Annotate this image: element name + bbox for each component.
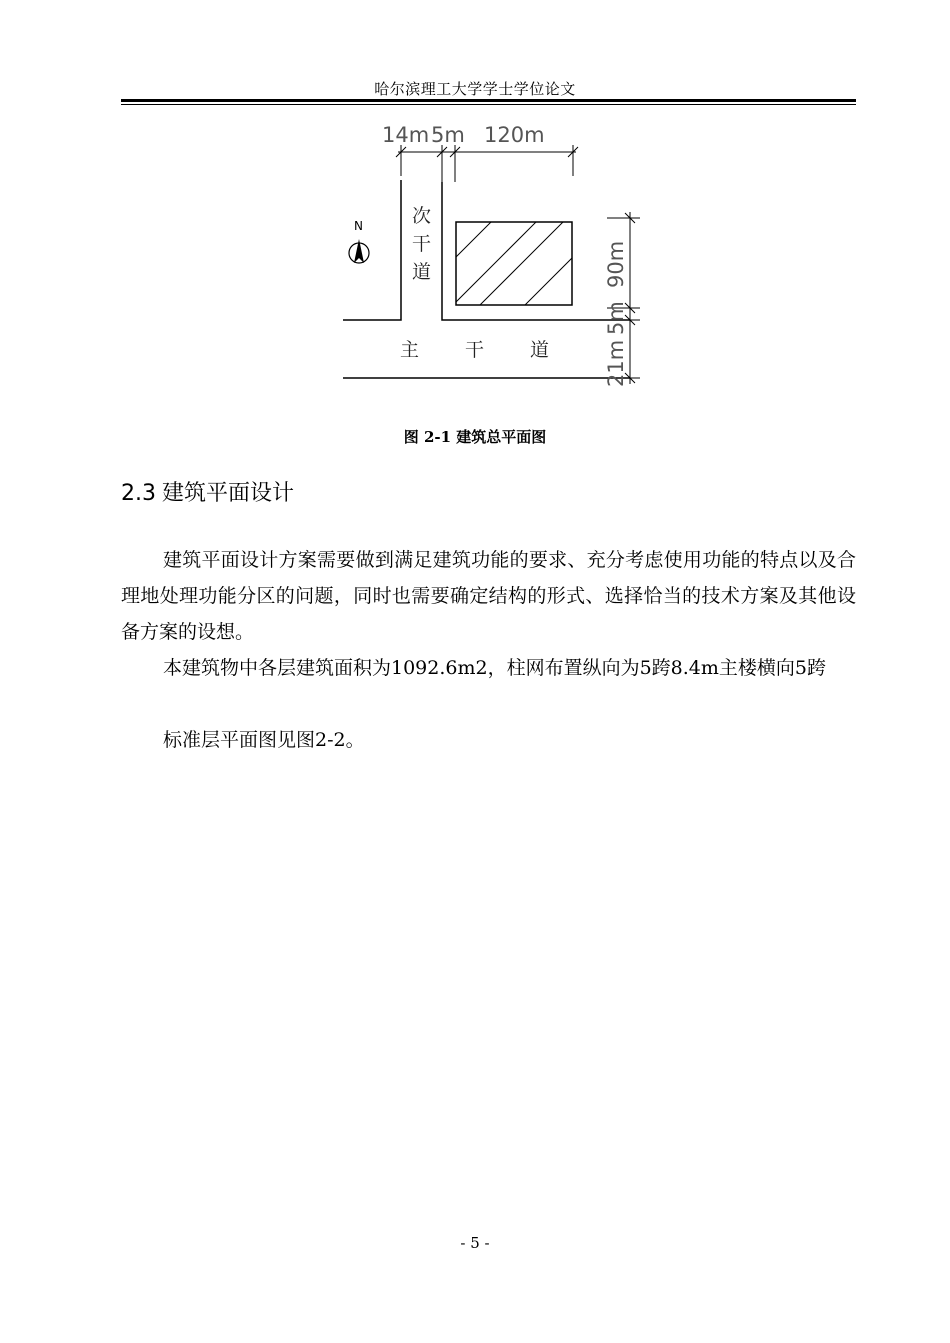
dim-21m: 21m [604,339,628,387]
dim-14m: 14m [382,123,430,147]
page-number: - 5 - [460,1234,490,1252]
section-number: 2.3 [121,481,156,506]
north-label: N [354,219,363,233]
secondary-road-char-1: 次 [412,205,432,227]
running-header: 哈尔滨理工大学学士学位论文 [374,80,576,98]
building-footprint [456,222,572,305]
dim-120m: 120m [484,123,545,147]
site-plan-figure [330,112,660,402]
main-road-char-3: 道 [530,339,550,361]
road-edges [343,180,630,378]
top-dimension-line [396,145,578,182]
dim-5m-top: 5m [431,123,465,147]
dim-5m-right: 5m [604,301,628,335]
secondary-road-char-2: 干 [412,233,432,255]
main-road-char-2: 干 [465,339,485,361]
building-hatch [456,213,572,305]
figure-caption: 图 2-1 建筑总平面图 [403,428,547,446]
section-title: 建筑平面设计 [162,481,295,506]
section-heading [121,476,300,507]
main-road-char-1: 主 [400,339,420,361]
header-rule-thick [121,99,856,102]
secondary-road-char-3: 道 [412,261,432,283]
body-paragraph-2: 本建筑物中各层建筑面积为1092.6m2，柱网布置纵向为5跨8.4m主楼横向5跨 [163,657,826,679]
north-arrow-icon [349,219,369,263]
header-rule-thin [121,104,856,105]
dim-90m: 90m [604,240,628,288]
body-paragraph-1: 建筑平面设计方案需要做到满足建筑功能的要求、充分考虑使用功能的特点以及合理地处理功能分区的问题，同时也需要确定结构的形式、选择恰当的技术方案及其他设备方案的设想。 [121,549,856,643]
body-paragraph-3: 标准层平面图见图2-2。 [163,729,365,751]
